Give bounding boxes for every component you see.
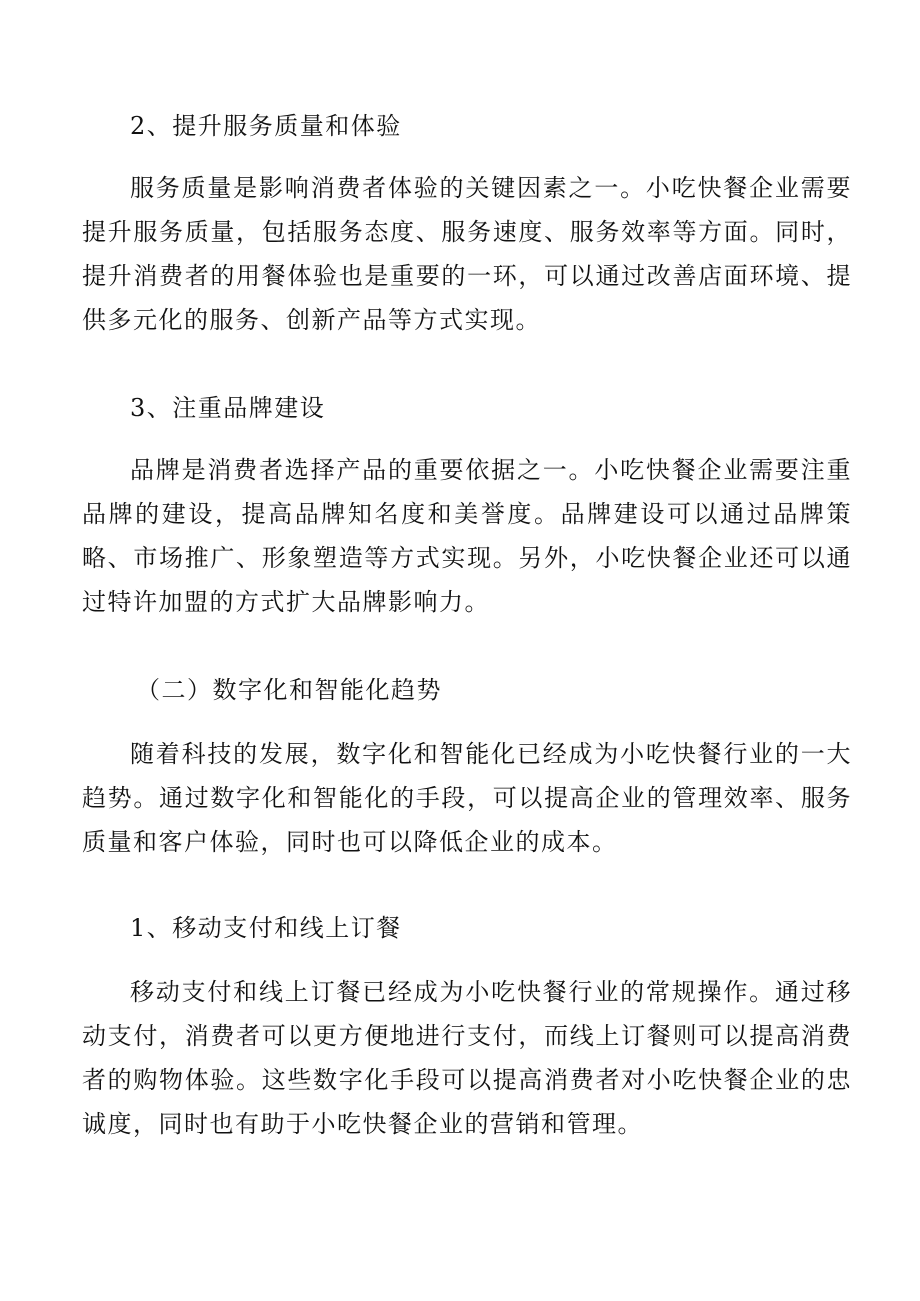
heading-service-quality: 2、提升服务质量和体验 (130, 112, 402, 140)
heading-brand-building: 3、注重品牌建设 (130, 394, 326, 422)
paragraph-mobile-payment: 移动支付和线上订餐已经成为小吃快餐行业的常规操作。通过移动支付，消费者可以更方便地进行支付，而线上订餐则可以提高消费者的购物体验。这些数字化手段可以提高消费者对小吃快餐企业的忠诚度，同时也有助于小吃快餐企业的营销和管理。 (82, 978, 852, 1138)
heading-mobile-payment: 1、移动支付和线上订餐 (130, 914, 402, 942)
paragraph-digital-trend: 随着科技的发展，数字化和智能化已经成为小吃快餐行业的一大趋势。通过数字化和智能化的手段，可以提高企业的管理效率、服务质量和客户体验，同时也可以降低企业的成本。 (82, 740, 852, 856)
heading-digital-trend: （二）数字化和智能化趋势 (136, 676, 442, 704)
paragraph-service-quality: 服务质量是影响消费者体验的关键因素之一。小吃快餐企业需要提升服务质量，包括服务态度、服务速度、服务效率等方面。同时，提升消费者的用餐体验也是重要的一环，可以通过改善店面环境、提供多元化的服务、创新产品等方式实现。 (82, 174, 852, 334)
paragraph-brand-building: 品牌是消费者选择产品的重要依据之一。小吃快餐企业需要注重品牌的建设，提高品牌知名度和美誉度。品牌建设可以通过品牌策略、市场推广、形象塑造等方式实现。另外，小吃快餐企业还可以通过特许加盟的方式扩大品牌影响力。 (82, 456, 852, 616)
